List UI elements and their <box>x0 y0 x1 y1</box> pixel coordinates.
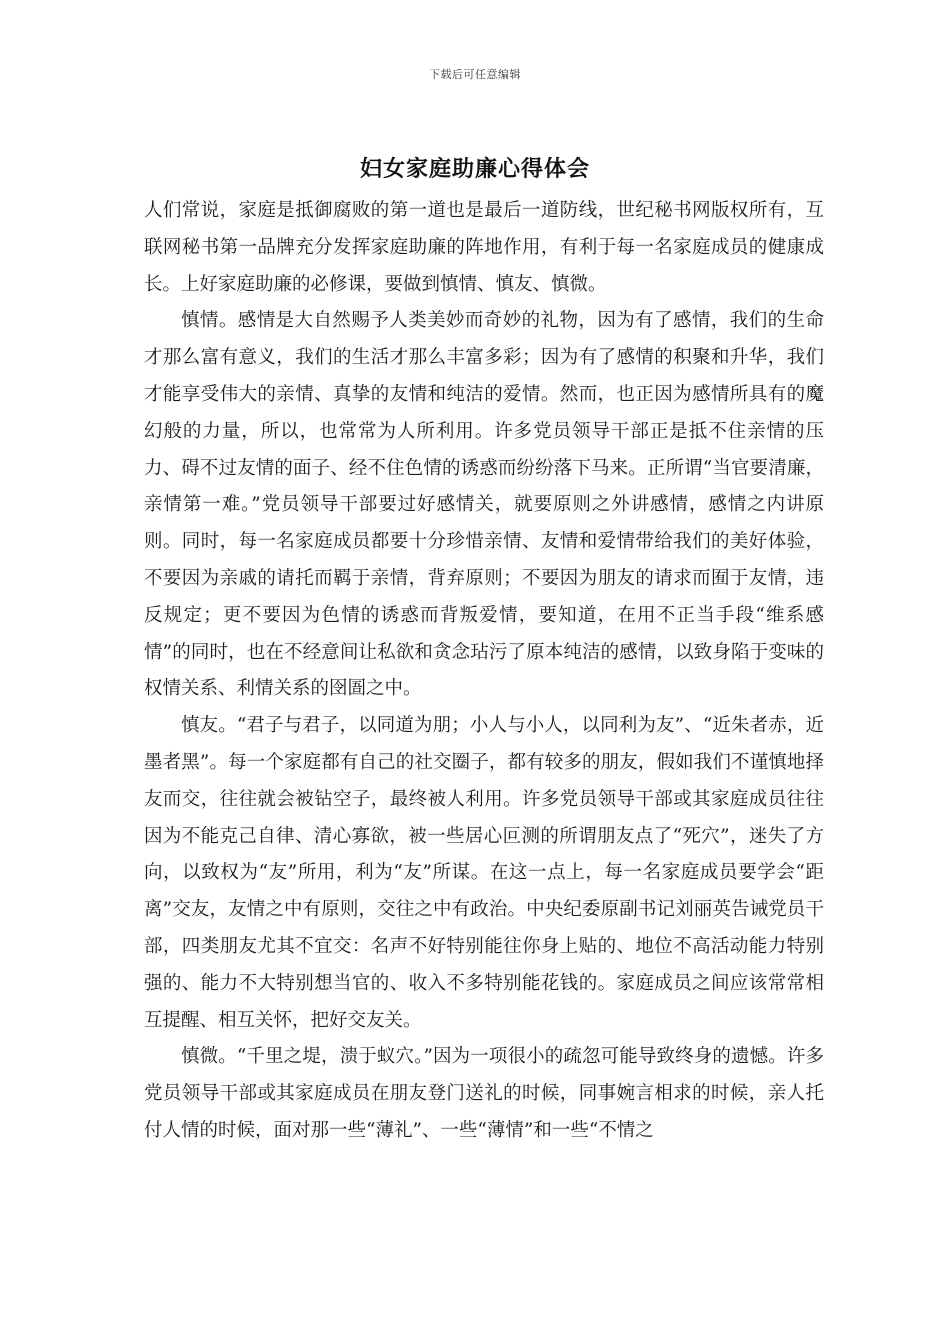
header-note: 下载后可任意编辑 <box>429 68 521 81</box>
paragraph-shen-qing: 慎情。感情是大自然赐予人类美妙而奇妙的礼物，因为有了感情，我们的生命才那么富有意义，我们的生活才那么丰富多彩；因为有了感情的积聚和升华，我们才能享受伟大的亲情、真挚的友情和纯洁的爱情。然而，也正因为感情所具有的魔幻般的力量，所以，也常常为人所利用。许多党员领导干部正是抵不住亲情的压力、碍不过友情的面子、经不住色情的诱惑而纷纷落下马来。正所谓“当官要清廉，亲情第一难。”党员领导干部要过好感情关，就要原则之外讲感情，感情之内讲原则。同时，每一名家庭成员都要十分珍惜亲情、友情和爱情带给我们的美好体验，不要因为亲戚的请托而羁于亲情，背弃原则；不要因为朋友的请求而囿于友情，违反规定；更不要因为色情的诱惑而背叛爱情，要知道，在用不正当手段“维系感情”的同时，也在不经意间让私欲和贪念玷污了原本纯洁的感情，以致身陷于变味的权情关系、利情关系的囹圄之中。 <box>144 310 824 700</box>
paragraph-shen-wei: 慎微。“千里之堤，溃于蚁穴。”因为一项很小的疏忽可能导致终身的遗憾。许多党员领导干部或其家庭成员在朋友登门送礼的时候，同事婉言相求的时候，亲人托付人情的时候，面对那一些“薄礼”、一些“薄情”和一些“不情之 <box>144 1046 824 1141</box>
document-title: 妇女家庭助廉心得体会 <box>359 156 590 182</box>
paragraph-intro: 人们常说，家庭是抵御腐败的第一道也是最后一道防线，世纪秘书网版权所有，互联网秘书第一品牌充分发挥家庭助廉的阵地作用，有利于每一名家庭成员的健康成长。上好家庭助廉的必修课，要做到慎情、慎友、慎微。 <box>144 200 824 295</box>
document-body <box>144 193 824 1150</box>
paragraph-shen-you: 慎友。“君子与君子，以同道为朋；小人与小人，以同利为友”、“近朱者赤，近墨者黑”。每一个家庭都有自己的社交圈子，都有较多的朋友，假如我们不谨慎地择友而交，往往就会被钻空子，最终被人利用。许多党员领导干部或其家庭成员往往因为不能克己自律、清心寡欲，被一些居心叵测的所谓朋友点了“死穴”，迷失了方向，以致权为“友”所用，利为“友”所谋。在这一点上，每一名家庭成员要学会“距离”交友，友情之中有原则，交往之中有政治。中央纪委原副书记刘丽英告诫党员干部，四类朋友尤其不宜交：名声不好特别能往你身上贴的、地位不高活动能力特别强的、能力不大特别想当官的、收入不多特别能花钱的。家庭成员之间应该常常相互提醒、相互关怀，把好交友关。 <box>144 715 824 1031</box>
